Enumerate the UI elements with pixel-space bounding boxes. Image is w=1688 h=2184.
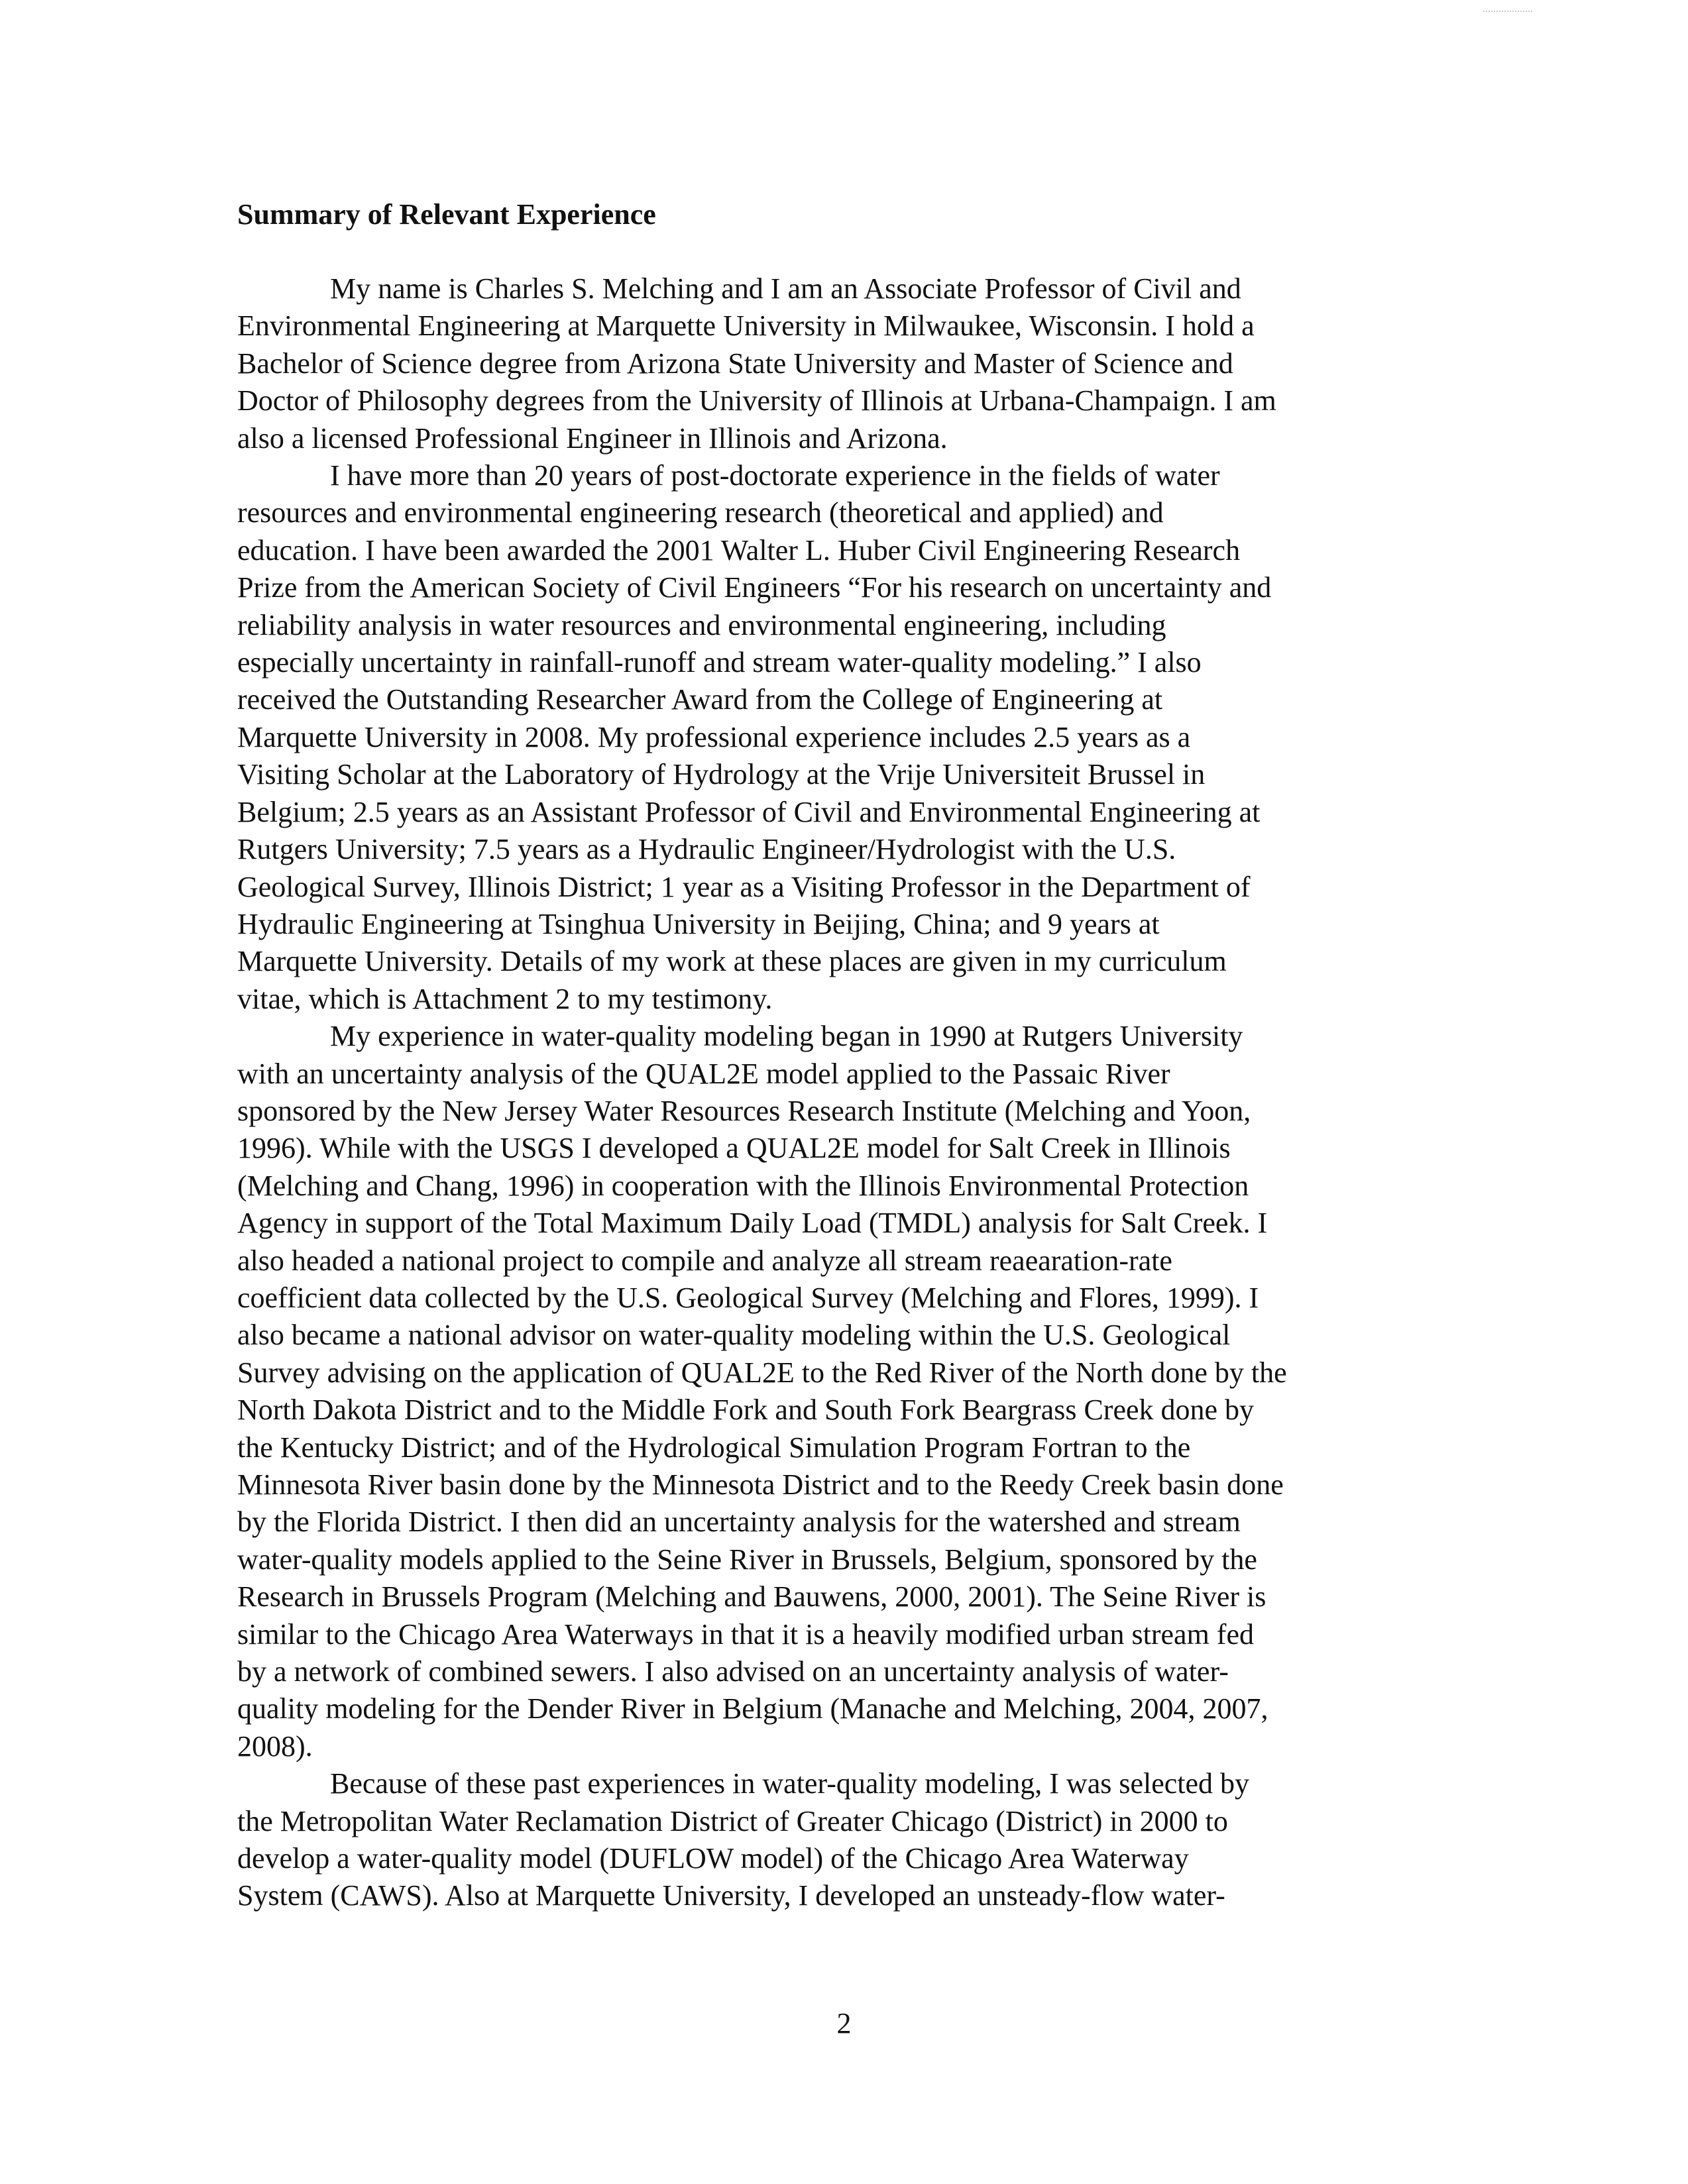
paragraph-line: System (CAWS). Also at Marquette University, I developed an unsteady-flow water- bbox=[237, 1879, 1225, 1912]
paragraph-line: water-quality models applied to the Seine River in Brussels, Belgium, sponsored by the bbox=[237, 1543, 1257, 1576]
paragraph-line: Because of these past experiences in water-quality modeling, I was selected by bbox=[330, 1767, 1250, 1800]
paragraph-line: 2008). bbox=[237, 1729, 313, 1763]
paragraph-line: reliability analysis in water resources and environmental engineering, including bbox=[237, 608, 1166, 641]
paragraph-line: by the Florida District. I then did an uncertainty analysis for the watershed and stream bbox=[237, 1505, 1241, 1539]
paragraph-line: coefficient data collected by the U.S. Geological Survey (Melching and Flores, 1999). I bbox=[237, 1281, 1259, 1314]
paragraph-line: Marquette University. Details of my work at these places are given in my curriculum bbox=[237, 945, 1227, 978]
paragraph-line: sponsored by the New Jersey Water Resources Research Institute (Melching and Yoon, bbox=[237, 1094, 1251, 1127]
paragraph-line: Prize from the American Society of Civil Engineers “For his research on uncertainty and bbox=[237, 571, 1272, 604]
paragraph-3 bbox=[237, 1018, 1430, 1765]
paragraph-line: also a licensed Professional Engineer in Illinois and Arizona. bbox=[237, 421, 948, 455]
paragraph-line: received the Outstanding Researcher Award from the College of Engineering at bbox=[237, 683, 1163, 716]
paragraph-line: especially uncertainty in rainfall-runoff and stream water-quality modeling.” I also bbox=[237, 646, 1202, 679]
paragraph-line: Belgium; 2.5 years as an Assistant Professor of Civil and Environmental Engineering at bbox=[237, 795, 1261, 828]
paragraph-line: Hydraulic Engineering at Tsinghua University in Beijing, China; and 9 years at bbox=[237, 907, 1160, 940]
paragraph-line: Rutgers University; 7.5 years as a Hydraulic Engineer/Hydrologist with the U.S. bbox=[237, 833, 1176, 866]
paragraph-line: Environmental Engineering at Marquette University in Milwaukee, Wisconsin. I hold a bbox=[237, 309, 1255, 343]
paragraph-line: Survey advising on the application of QUAL2E to the Red River of the North done by the bbox=[237, 1356, 1287, 1389]
paragraph-line: the Metropolitan Water Reclamation District of Greater Chicago (District) in 2000 to bbox=[237, 1804, 1228, 1837]
paragraph-line: Marquette University in 2008. My professional experience includes 2.5 years as a bbox=[237, 720, 1191, 753]
paragraph-line: similar to the Chicago Area Waterways in that it is a heavily modified urban stream fed bbox=[237, 1617, 1254, 1651]
paragraph-line: Minnesota River basin done by the Minnesota District and to the Reedy Creek basin done bbox=[237, 1468, 1284, 1501]
paragraph-1 bbox=[237, 270, 1430, 457]
document-body bbox=[237, 196, 1430, 1915]
paragraph-line: 1996). While with the USGS I developed a QUAL2E model for Salt Creek in Illinois bbox=[237, 1132, 1231, 1165]
paragraph-line: Bachelor of Science degree from Arizona State University and Master of Science and bbox=[237, 347, 1233, 380]
paragraph-line: education. I have been awarded the 2001 Walter L. Huber Civil Engineering Research bbox=[237, 533, 1241, 567]
page-number: 2 bbox=[836, 2007, 852, 2040]
paragraph-line: I have more than 20 years of post-doctorate experience in the fields of water bbox=[330, 459, 1220, 492]
paragraph-line: also headed a national project to compile and analyze all stream reaearation-rate bbox=[237, 1244, 1172, 1277]
paragraph-line: vitae, which is Attachment 2 to my testimony. bbox=[237, 982, 773, 1015]
scan-artifact-mark bbox=[1483, 11, 1532, 12]
paragraph-line: My experience in water-quality modeling began in 1990 at Rutgers University bbox=[330, 1020, 1243, 1053]
paragraph-line: Agency in support of the Total Maximum Daily Load (TMDL) analysis for Salt Creek. I bbox=[237, 1207, 1268, 1240]
paragraph-line: with an uncertainty analysis of the QUAL2E model applied to the Passaic River bbox=[237, 1057, 1170, 1090]
paragraph-line: North Dakota District and to the Middle Fork and South Fork Beargrass Creek done by bbox=[237, 1393, 1255, 1427]
paragraph-2 bbox=[237, 457, 1430, 1018]
paragraph-line: Doctor of Philosophy degrees from the University of Illinois at Urbana-Champaign. I am bbox=[237, 384, 1276, 417]
paragraph-line: develop a water-quality model (DUFLOW model) of the Chicago Area Waterway bbox=[237, 1842, 1189, 1875]
section-heading: Summary of Relevant Experience bbox=[237, 198, 656, 231]
paragraph-4 bbox=[237, 1765, 1430, 1915]
paragraph-line: the Kentucky District; and of the Hydrological Simulation Program Fortran to the bbox=[237, 1431, 1191, 1464]
paragraph-line: quality modeling for the Dender River in Belgium (Manache and Melching, 2004, 2007, bbox=[237, 1692, 1268, 1725]
paragraph-line: Geological Survey, Illinois District; 1 year as a Visiting Professor in the Department of bbox=[237, 870, 1251, 903]
paragraph-line: by a network of combined sewers. I also advised on an uncertainty analysis of water- bbox=[237, 1655, 1229, 1688]
paragraph-container bbox=[237, 270, 1430, 1915]
paragraph-line: My name is Charles S. Melching and I am an Associate Professor of Civil and bbox=[330, 272, 1241, 305]
paragraph-line: Visiting Scholar at the Laboratory of Hydrology at the Vrije Universiteit Brussel in bbox=[237, 758, 1206, 791]
paragraph-line: Research in Brussels Program (Melching and Bauwens, 2000, 2001). The Seine River is bbox=[237, 1580, 1266, 1613]
paragraph-line: (Melching and Chang, 1996) in cooperation with the Illinois Environmental Protection bbox=[237, 1169, 1249, 1202]
paragraph-line: also became a national advisor on water-quality modeling within the U.S. Geological bbox=[237, 1319, 1231, 1352]
paragraph-line: resources and environmental engineering research (theoretical and applied) and bbox=[237, 496, 1164, 529]
